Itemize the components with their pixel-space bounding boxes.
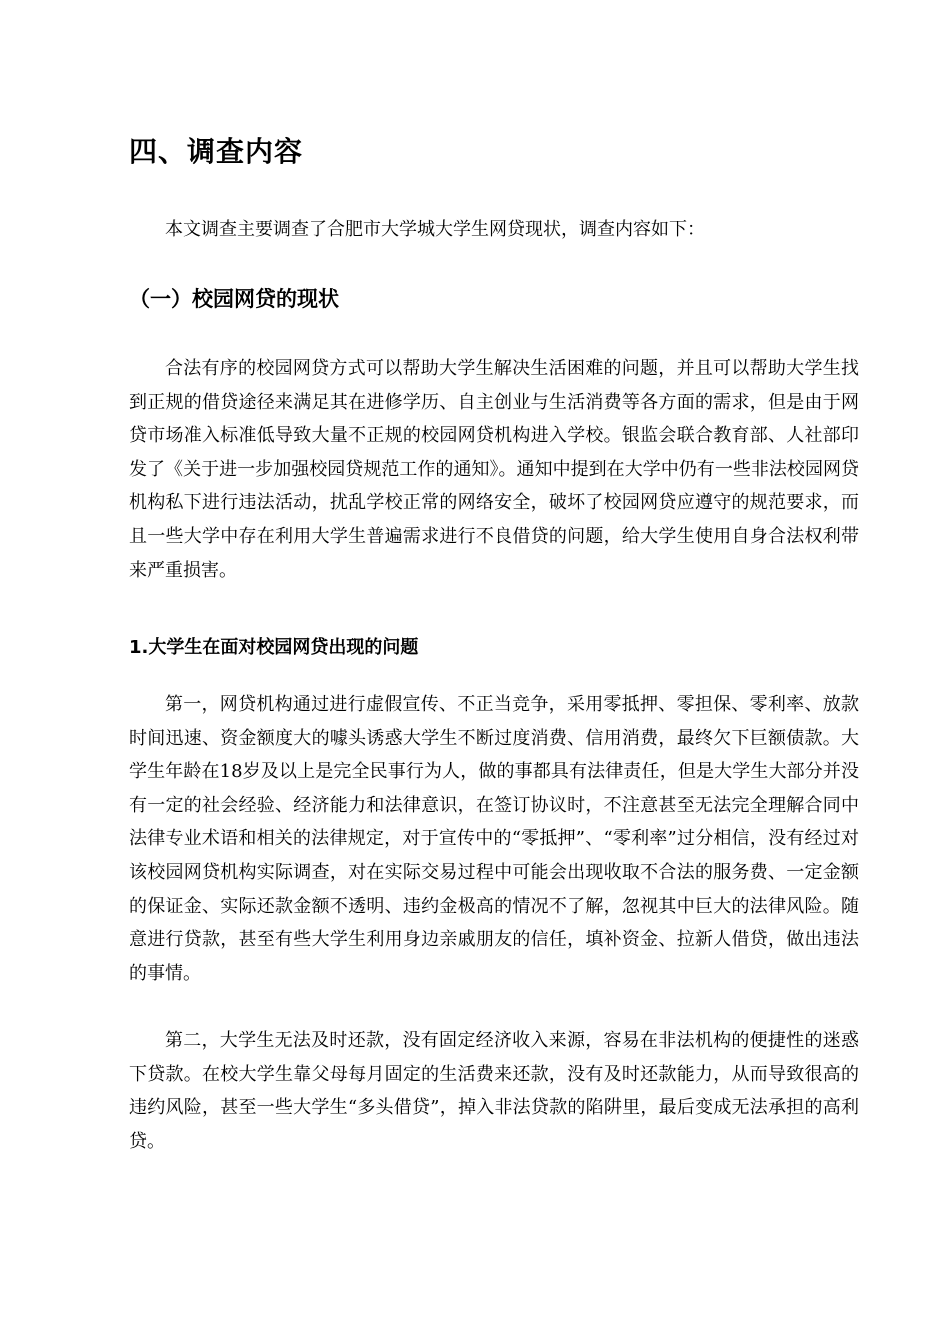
section-heading: （一）校园网贷的现状	[129, 287, 339, 311]
section-paragraph: 合法有序的校园网贷方式可以帮助大学生解决生活困难的问题，并且可以帮助大学生找到正规的借贷途径来满足其在进修学历、自主创业与生活消费等各方面的需求，但是由于网贷市场准入标准低导致大量不正规的校园网贷机构进入学校。银监会联合教育部、人社部印发了《关于进一步加强校园贷规范工作的通知》。通知中提到在大学中仍有一些非法校园网贷机构私下进行违法活动，扰乱学校正常的网络安全，破坏了校园网贷应遵守的规范要求，而且一些大学中存在利用大学生普遍需求进行不良借贷的问题，给大学生使用自身合法权利带来严重损害。	[129, 358, 859, 581]
chapter-heading: 四、调查内容	[129, 135, 304, 168]
subsection-heading: 1.大学生在面对校园网贷出现的问题	[129, 637, 419, 658]
subsection-paragraph-1: 第一，网贷机构通过进行虚假宣传、不正当竞争，采用零抵押、零担保、零利率、放款时间迅速、资金额度大的噱头诱惑大学生不断过度消费、信用消费，最终欠下巨额债款。大学生年龄在18岁及以上是完全民事行为人，做的事都具有法律责任，但是大学生大部分并没有一定的社会经验、经济能力和法律意识，在签订协议时，不注意甚至无法完全理解合同中法律专业术语和相关的法律规定，对于宣传中的“零抵押”、“零利率”过分相信，没有经过对该校园网贷机构实际调查，对在实际交易过程中可能会出现收取不合法的服务费、一定金额的保证金、实际还款金额不透明、违约金极高的情况不了解，忽视其中巨大的法律风险。随意进行贷款，甚至有些大学生利用身边亲戚朋友的信任，填补资金、拉新人借贷，做出违法的事情。	[129, 694, 859, 984]
subsection-paragraph-2: 第二，大学生无法及时还款，没有固定经济收入来源，容易在非法机构的便捷性的迷惑下贷款。在校大学生靠父母每月固定的生活费来还款，没有及时还款能力，从而导致很高的违约风险，甚至一些大学生“多头借贷”，掉入非法贷款的陷阱里，最后变成无法承担的高利贷。	[129, 1030, 859, 1152]
intro-paragraph: 本文调查主要调查了合肥市大学城大学生网贷现状，调查内容如下：	[165, 219, 705, 240]
